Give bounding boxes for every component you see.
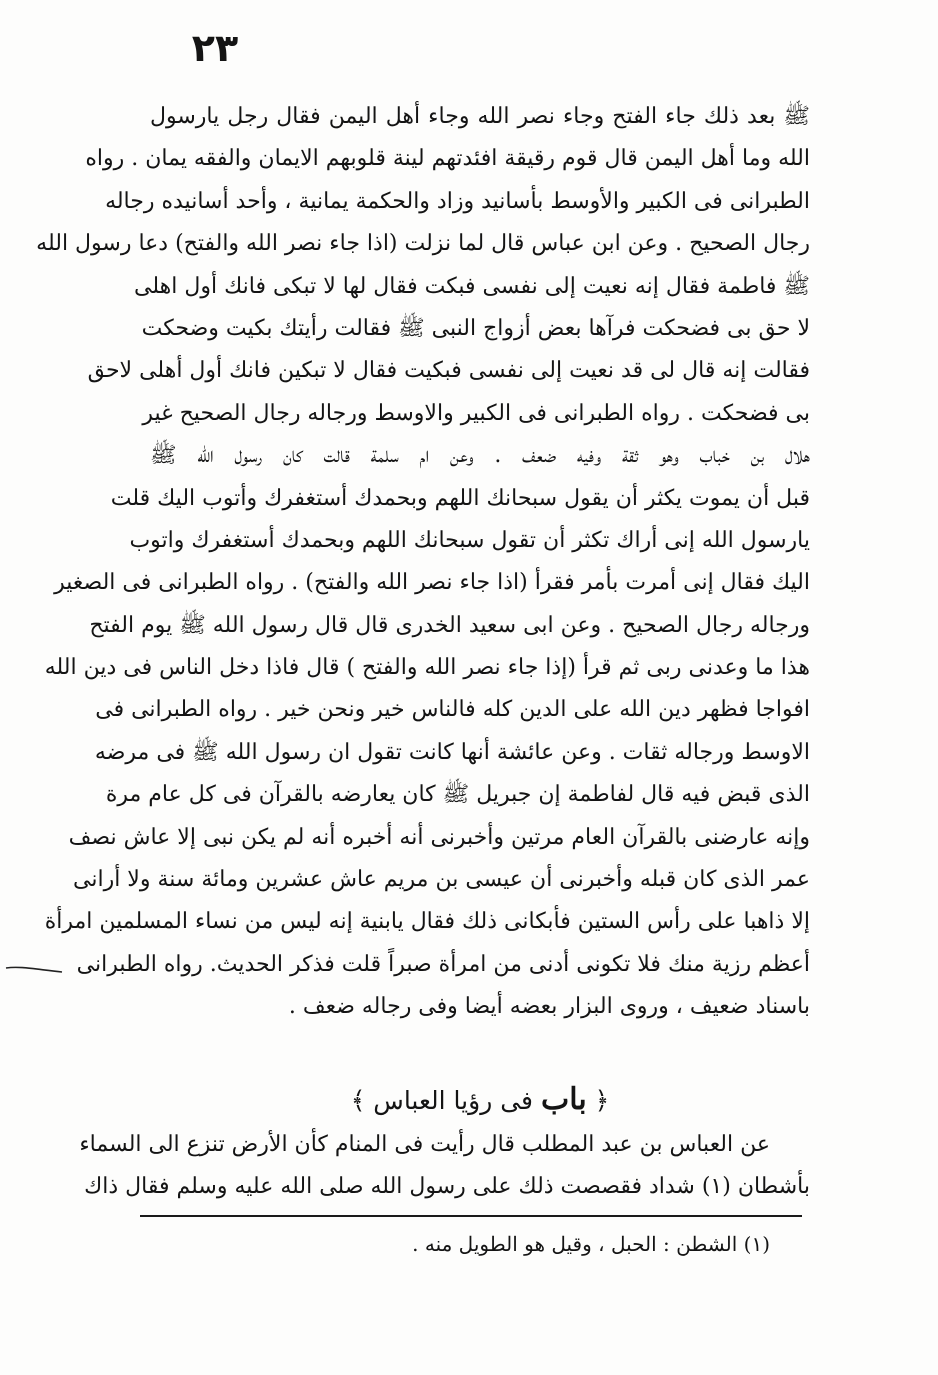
chapter-label: باب [540, 1082, 587, 1117]
text-line: الله وما أهل اليمن قال قوم رقيقة افئدتهم لينة قلوبهم الايمان والفقه يمان . رواه [85, 146, 810, 172]
text-line: ﷺ فاطمة فقال إنه نعيت إلى نفسى فبكت فقال لها لا تبكى فانك أول اهلى [134, 273, 810, 299]
text-line: الاوسط ورجاله ثقات . وعن عائشة أنها كانت تقول ان رسول الله ﷺ فى مرضه [94, 739, 810, 765]
text-line: بى فضحكت . رواه الطبرانى فى الكبير والاوسط ورجاله رجال الصحيح غير [142, 400, 810, 426]
text-line: باسناد ضعيف ، وروى البزار بعضه أيضا وفى رجاله ضعف . [288, 994, 810, 1020]
text-line: الطبرانى فى الكبير والأوسط بأسانيد وزاد والحكمة يمانية ، وأحد أسانيده رجاله [105, 188, 810, 214]
chapter-paragraph [79, 1124, 810, 1209]
text-line: افواجا فظهر دين الله على الدين كله فالناس خير ونحن خير . رواه الطبرانى فى [95, 697, 810, 723]
text-line: قبل أن يموت يكثر أن يقول سبحانك اللهم وبحمدك أستغفرك وأتوب اليك قلت [110, 485, 810, 511]
text-line: اليك فقال إنى أمرت بأمر فقرأ (اذا جاء نصر الله والفتح) . رواه الطبرانى فى الصغير [54, 570, 810, 596]
text-line: عن العباس بن عبد المطلب قال رأيت فى المنام كأن الأرض تنزع الى السماء [79, 1132, 770, 1157]
text-line: رجال الصحيح . وعن ابن عباس قال لما نزلت (اذا جاء نصر الله والفتح) دعا رسول الله [36, 231, 810, 257]
text-line: أعظم رزية منك فلا تكونى أدنى من امرأة صبراً قلت فذكر الحديث. رواه الطبرانى [76, 951, 810, 977]
text-line: إلا ذاهبا على رأس الستين فأبكانى ذلك فقال يابنية إنه ليس من نساء المسلمين امرأة [44, 909, 810, 935]
page-number: ٢٣ [191, 26, 239, 70]
text-line: عمر الذى كان قبله وأخبرنى أن عيسى بن مريم عاش عشرين ومائة سنة ولا أرانى [73, 867, 810, 893]
text-line: لا حق بى فضحكت فرآها بعض أزواج النبى ﷺ فقالت رأيتك بكيت وضحكت [141, 315, 810, 341]
margin-pen-mark [4, 962, 64, 978]
chapter-heading [150, 1078, 810, 1122]
main-paragraph [36, 96, 810, 1029]
chapter-title: فى رؤيا العباس [373, 1086, 534, 1115]
footnote-divider [140, 1215, 802, 1217]
text-line: فقالت إنه قال لى قد نعيت إلى نفسى فبكيت فقال لا تبكين فانك أول أهلى لاحق [87, 358, 810, 384]
text-line: الذى قبض فيه قال لفاطمة إن جبريل ﷺ كان يعارضه بالقرآن فى كل عام مرة [105, 782, 810, 808]
text-line: بأشطان (١) شداد فقصصت ذلك على رسول الله صلى الله عليه وسلم فقال ذاك [84, 1174, 810, 1200]
text-line: هلال بن خباب وهو ثقة وفيه ضعف . وعن ام سلمة قالت كان رسول الله ﷺ [150, 443, 810, 469]
text-line: ﷺ بعد ذلك جاء الفتح وجاء نصر الله وجاء أهل اليمن فقال رجل يارسول [150, 104, 810, 129]
heading-bracket-open: ﴿ [594, 1086, 610, 1115]
text-line: يارسول الله إنى أراك تكثر أن تقول سبحانك اللهم وبحمدك أستغفرك واتوب [129, 527, 810, 553]
text-line: وإنه عارضنى بالقرآن العام مرتين وأخبرنى أنه أخبره أنه لم يكن نبى إلا عاش نصف [68, 824, 810, 850]
text-line: هذا ما وعدنى ربى ثم قرأ (إذا جاء نصر الله والفتح ) قال فاذا دخل الناس فى دين الله [44, 655, 810, 681]
text-line: ورجاله رجال الصحيح . وعن ابى سعيد الخدرى قال قال رسول الله ﷺ يوم الفتح [89, 612, 810, 638]
heading-bracket-close: ﴾ [350, 1086, 366, 1115]
footnote: (١) الشطن : الحبل ، وقيل هو الطويل منه . [412, 1232, 770, 1256]
